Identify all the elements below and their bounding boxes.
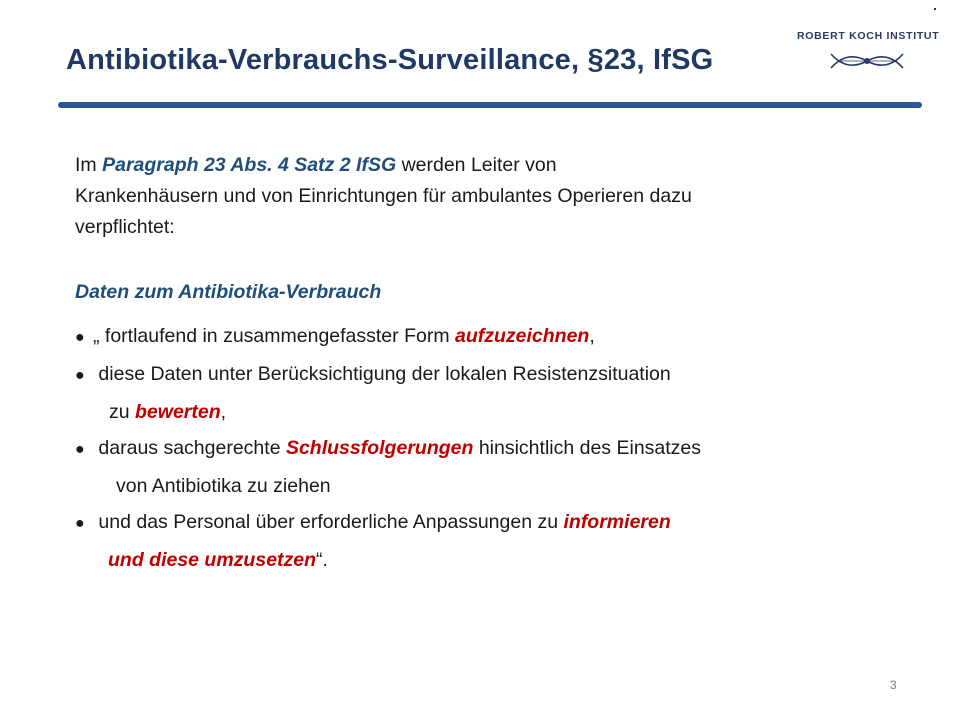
bullet-icon: ● [75,515,85,532]
intro-line-2: Krankenhäusern und von Einrichtungen für ambulantes Operieren dazu [75,185,692,207]
bullet-item-4: ● und das Personal über erforderliche Anpassungen zu informieren [75,504,925,542]
bullet-item-1: ● „ fortlaufend in zusammengefasster Form aufzuzeichnen, [75,318,925,356]
bullet-item-2-cont: zu bewerten, [109,401,227,423]
slide-body [75,150,925,578]
page-number: 3 [890,678,897,692]
bullet-item-2: ● diese Daten unter Berücksichtigung der lokalen Resistenzsituation [75,356,925,394]
intro-line-1: Im Paragraph 23 Abs. 4 Satz 2 IfSG werden Leiter von [75,154,557,176]
law-reference: Paragraph 23 Abs. 4 Satz 2 IfSG [102,154,397,176]
subheading: Daten zum Antibiotika-Verbrauch [75,281,382,303]
rki-logo [797,18,940,78]
bullet-icon: ● [75,367,85,384]
intro-line-3: verpflichtet: [75,216,175,238]
bullet-item-3-cont: von Antibiotika zu ziehen [116,475,331,497]
bullet-item-4-cont: und diese umzusetzen“. [108,549,328,571]
title-underline [58,102,922,108]
bullet-icon: ● [75,329,85,346]
logo-text: ROBERT KOCH INSTITUT [797,30,940,42]
slide-title: Antibiotika-Verbrauchs-Surveillance, §23, IfSG [66,44,714,76]
bullet-icon: ● [75,441,85,458]
bullet-list [75,318,925,578]
rki-emblem-icon [827,46,907,76]
corner-mark [934,8,936,10]
bullet-item-3: ● daraus sachgerechte Schlussfolgerungen hinsichtlich des Einsatzes [75,430,925,468]
